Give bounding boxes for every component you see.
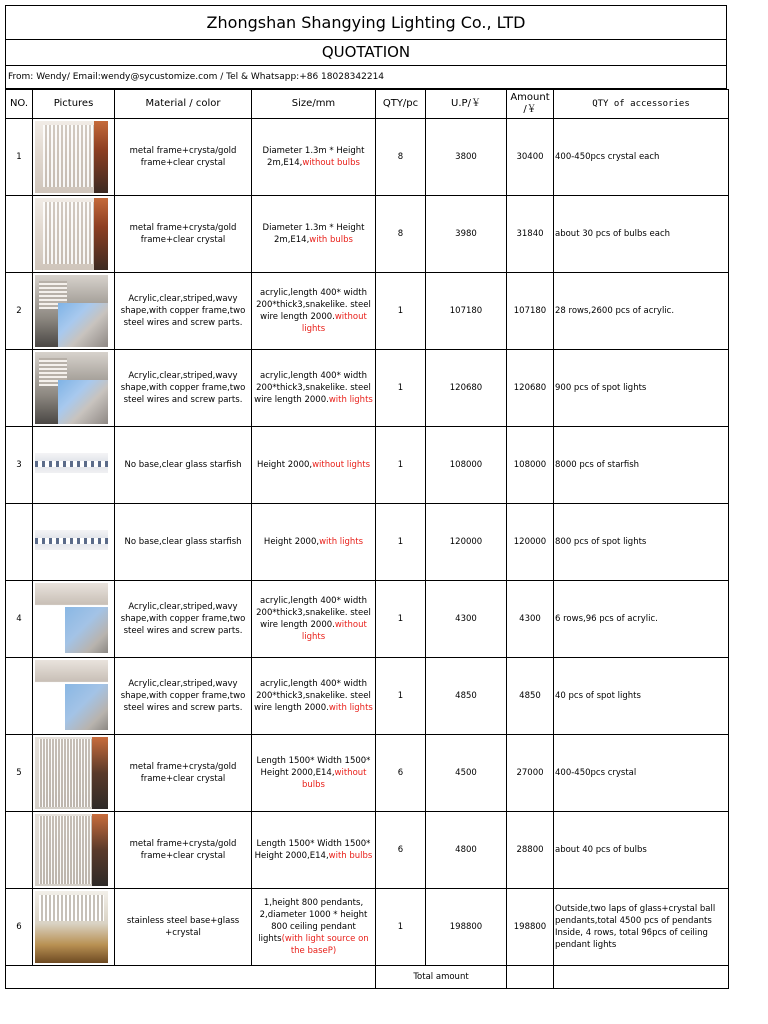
- table-row: [6, 504, 729, 581]
- size-cell: [252, 658, 376, 735]
- size-note: with lights: [328, 703, 373, 713]
- material-cell: Acrylic,clear,striped,wavy shape,with copper frame,two steel wires and screw parts.: [115, 273, 252, 350]
- unit-price-cell: 3800: [426, 119, 507, 196]
- size-note: with bulbs: [309, 235, 353, 245]
- accessories-cell: 400-450pcs crystal each: [554, 119, 729, 196]
- unit-price-cell: 108000: [426, 427, 507, 504]
- total-label: Total amount: [376, 966, 507, 989]
- table-row: [6, 196, 729, 273]
- unit-price-cell: 120680: [426, 350, 507, 427]
- size-text: acrylic,length 400* width 200*thick3,snakelike. steel wire length 2000.: [254, 679, 371, 713]
- total-value: [507, 966, 554, 989]
- acrylic-wave-photo: [35, 275, 108, 347]
- qty-cell: 1: [376, 504, 426, 581]
- crystal-chandelier-photo: [35, 121, 108, 193]
- acrylic-ceiling-photo: [35, 660, 108, 732]
- row-number: 4: [6, 581, 33, 658]
- amount-cell: 107180: [507, 273, 554, 350]
- col-header-amount: Amount /￥: [507, 90, 554, 119]
- size-note: without lights: [301, 312, 367, 334]
- accessories-cell: 400-450pcs crystal: [554, 735, 729, 812]
- quotation-sheet: [5, 5, 727, 989]
- product-picture-cell: [33, 581, 115, 658]
- material-cell: metal frame+crysta/gold frame+clear crystal: [115, 812, 252, 889]
- total-extra: [554, 966, 729, 989]
- product-picture-cell: [33, 196, 115, 273]
- size-cell: [252, 889, 376, 966]
- unit-price-cell: 107180: [426, 273, 507, 350]
- accessories-cell: 6 rows,96 pcs of acrylic.: [554, 581, 729, 658]
- gold-pendant-photo: [35, 891, 108, 963]
- product-picture-cell: [33, 658, 115, 735]
- size-note: with lights: [328, 395, 373, 405]
- product-picture-cell: [33, 350, 115, 427]
- amount-cell: 108000: [507, 427, 554, 504]
- col-header-accessories: QTY of accessories: [554, 90, 729, 119]
- qty-cell: 1: [376, 273, 426, 350]
- unit-price-cell: 120000: [426, 504, 507, 581]
- col-header-qty: QTY/pc: [376, 90, 426, 119]
- size-note: (with light source on the baseP): [281, 934, 369, 956]
- material-cell: No base,clear glass starfish: [115, 427, 252, 504]
- material-cell: metal frame+crysta/gold frame+clear crystal: [115, 119, 252, 196]
- row-number: 6: [6, 889, 33, 966]
- qty-cell: 1: [376, 427, 426, 504]
- col-header-size: Size/mm: [252, 90, 376, 119]
- qty-cell: 8: [376, 119, 426, 196]
- product-picture-cell: [33, 273, 115, 350]
- contact-line: From: Wendy/ Email:wendy@sycustomize.com / Tel & Whatsapp:+86 18028342214: [5, 66, 727, 89]
- col-header-pictures: Pictures: [33, 90, 115, 119]
- material-cell: Acrylic,clear,striped,wavy shape,with copper frame,two steel wires and screw parts.: [115, 658, 252, 735]
- size-cell: [252, 735, 376, 812]
- size-text: acrylic,length 400* width 200*thick3,snakelike. steel wire length 2000.: [256, 596, 371, 630]
- size-cell: [252, 581, 376, 658]
- accessories-cell: Outside,two laps of glass+crystal ball pendants,total 4500 pcs of pendants Inside, 4 rows, total 96pcs of ceiling pendant lights: [554, 889, 729, 966]
- amount-cell: 4300: [507, 581, 554, 658]
- size-cell: [252, 504, 376, 581]
- table-row: [6, 273, 729, 350]
- material-cell: Acrylic,clear,striped,wavy shape,with copper frame,two steel wires and screw parts.: [115, 350, 252, 427]
- size-text: acrylic,length 400* width 200*thick3,snakelike. steel wire length 2000.: [254, 371, 371, 405]
- size-text: Length 1500* Width 1500* Height 2000,E14,: [254, 839, 371, 861]
- material-cell: metal frame+crysta/gold frame+clear crystal: [115, 196, 252, 273]
- acrylic-wave-photo: [35, 352, 108, 424]
- size-note: without bulbs: [302, 768, 367, 790]
- row-number: [6, 504, 33, 581]
- amount-cell: 4850: [507, 658, 554, 735]
- row-number: 1: [6, 119, 33, 196]
- table-body: [6, 119, 729, 966]
- glass-starfish-photo: [35, 530, 108, 550]
- document-title: QUOTATION: [5, 40, 727, 66]
- accessories-cell: 40 pcs of spot lights: [554, 658, 729, 735]
- amount-cell: 120680: [507, 350, 554, 427]
- amount-cell: 28800: [507, 812, 554, 889]
- table-row: [6, 812, 729, 889]
- table-row: [6, 427, 729, 504]
- header-row: [6, 90, 729, 119]
- glass-starfish-photo: [35, 453, 108, 473]
- company-name: Zhongshan Shangying Lighting Co., LTD: [5, 5, 727, 40]
- crystal-chandelier-photo: [35, 198, 108, 270]
- size-note: without lights: [301, 620, 367, 642]
- amount-cell: 120000: [507, 504, 554, 581]
- crystal-curtain-photo: [35, 814, 108, 886]
- row-number: [6, 350, 33, 427]
- row-number: [6, 196, 33, 273]
- qty-cell: 6: [376, 735, 426, 812]
- product-picture-cell: [33, 427, 115, 504]
- accessories-cell: 28 rows,2600 pcs of acrylic.: [554, 273, 729, 350]
- qty-cell: 1: [376, 889, 426, 966]
- table-row: [6, 350, 729, 427]
- col-header-no: NO.: [6, 90, 33, 119]
- size-cell: [252, 119, 376, 196]
- crystal-curtain-photo: [35, 737, 108, 809]
- row-number: 5: [6, 735, 33, 812]
- qty-cell: 1: [376, 581, 426, 658]
- size-text: Height 2000,: [256, 460, 313, 470]
- unit-price-cell: 4500: [426, 735, 507, 812]
- acrylic-ceiling-photo: [35, 583, 108, 655]
- accessories-cell: 8000 pcs of starfish: [554, 427, 729, 504]
- qty-cell: 8: [376, 196, 426, 273]
- size-note: without lights: [312, 460, 371, 470]
- unit-price-cell: 4850: [426, 658, 507, 735]
- table-row: [6, 889, 729, 966]
- total-blank: [6, 966, 376, 989]
- size-text: Length 1500* Width 1500* Height 2000,E14,: [256, 756, 371, 778]
- table-row: [6, 735, 729, 812]
- amount-cell: 30400: [507, 119, 554, 196]
- material-cell: Acrylic,clear,striped,wavy shape,with copper frame,two steel wires and screw parts.: [115, 581, 252, 658]
- quotation-table: [5, 89, 729, 989]
- product-picture-cell: [33, 735, 115, 812]
- unit-price-cell: 3980: [426, 196, 507, 273]
- row-number: 2: [6, 273, 33, 350]
- amount-cell: 31840: [507, 196, 554, 273]
- size-note: without bulbs: [302, 158, 360, 168]
- size-text: Height 2000,: [263, 537, 320, 547]
- accessories-cell: 900 pcs of spot lights: [554, 350, 729, 427]
- size-cell: [252, 273, 376, 350]
- col-header-unit-price: U.P/￥: [426, 90, 507, 119]
- size-cell: [252, 427, 376, 504]
- product-picture-cell: [33, 889, 115, 966]
- material-cell: metal frame+crysta/gold frame+clear crystal: [115, 735, 252, 812]
- row-number: [6, 812, 33, 889]
- size-text: Diameter 1.3m * Height 2m,E14,: [262, 223, 365, 245]
- size-text: acrylic,length 400* width 200*thick3,snakelike. steel wire length 2000.: [256, 288, 371, 322]
- row-number: [6, 658, 33, 735]
- table-row: [6, 658, 729, 735]
- col-header-material: Material / color: [115, 90, 252, 119]
- total-row: [6, 966, 729, 989]
- size-text: 1,height 800 pendants, 2,diameter 1000 * height 800 ceiling pendant lights: [258, 898, 368, 944]
- unit-price-cell: 198800: [426, 889, 507, 966]
- size-cell: [252, 812, 376, 889]
- table-row: [6, 581, 729, 658]
- material-cell: stainless steel base+glass +crystal: [115, 889, 252, 966]
- accessories-cell: 800 pcs of spot lights: [554, 504, 729, 581]
- amount-cell: 198800: [507, 889, 554, 966]
- size-text: Diameter 1.3m * Height 2m,E14,: [262, 146, 365, 168]
- unit-price-cell: 4800: [426, 812, 507, 889]
- unit-price-cell: 4300: [426, 581, 507, 658]
- product-picture-cell: [33, 812, 115, 889]
- size-note: with lights: [319, 537, 364, 547]
- row-number: 3: [6, 427, 33, 504]
- size-note: with bulbs: [328, 851, 373, 861]
- size-cell: [252, 350, 376, 427]
- product-picture-cell: [33, 504, 115, 581]
- table-row: [6, 119, 729, 196]
- qty-cell: 6: [376, 812, 426, 889]
- accessories-cell: about 40 pcs of bulbs: [554, 812, 729, 889]
- material-cell: No base,clear glass starfish: [115, 504, 252, 581]
- amount-cell: 27000: [507, 735, 554, 812]
- product-picture-cell: [33, 119, 115, 196]
- qty-cell: 1: [376, 350, 426, 427]
- size-cell: [252, 196, 376, 273]
- qty-cell: 1: [376, 658, 426, 735]
- accessories-cell: about 30 pcs of bulbs each: [554, 196, 729, 273]
